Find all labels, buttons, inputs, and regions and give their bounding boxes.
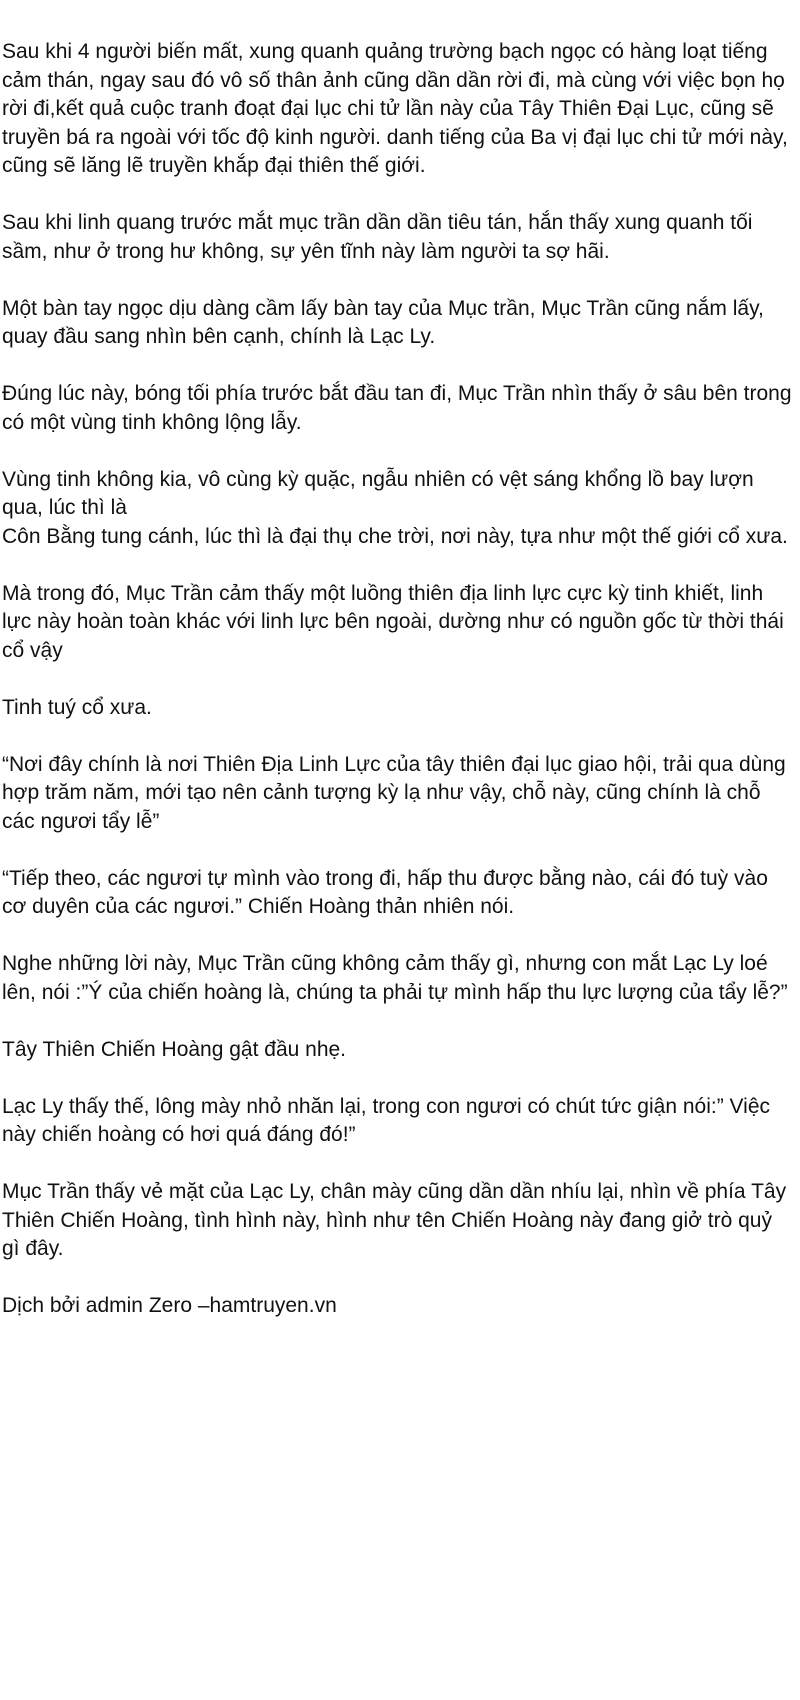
paragraph-11: Tây Thiên Chiến Hoàng gật đầu nhẹ. [2, 1037, 347, 1061]
paragraph-3: Một bàn tay ngọc dịu dàng cầm lấy bàn tay của Mục trần, Mục Trần cũng nắm lấy, quay đầu sang nhìn bên cạnh, chính là Lạc Ly. [2, 296, 764, 348]
translator-credit: Dịch bởi admin Zero –hamtruyen.vn [2, 1294, 337, 1317]
paragraph-1: Sau khi 4 người biến mất, xung quanh quảng trường bạch ngọc có hàng loạt tiếng cảm thán, ngay sau đó vô số thân ảnh cũng dần dần rời đi, mà cùng với việc bọn họ rời đi,kết quả cuộc tranh đoạt đại lục chi tử lần này của Tây Thiên Đại Lục, cũng sẽ truyền bá ra ngoài với tốc độ kinh người. danh tiếng của Ba vị đại lục chi tử mới này, cũng sẽ lăng lẽ truyền khắp đại thiên thế giới. [2, 40, 788, 177]
paragraph-8: “Nơi đây chính là nơi Thiên Địa Linh Lực của tây thiên đại lục giao hội, trải qua dùng hợp trăm năm, mới tạo nên cảnh tượng kỳ lạ như vậy, chỗ này, cũng chính là chỗ các ngươi tẩy lễ” [2, 752, 786, 833]
paragraph-12: Lạc Ly thấy thế, lông mày nhỏ nhăn lại, trong con ngươi có chút tức giận nói:” Việc này chiến hoàng có hơi quá đáng đó!” [2, 1094, 771, 1146]
paragraph-2: Sau khi linh quang trước mắt mục trần dần dần tiêu tán, hắn thấy xung quanh tối sầm, như ở trong hư không, sự yên tĩnh này làm người ta sợ hãi. [2, 211, 753, 263]
paragraph-6: Mà trong đó, Mục Trần cảm thấy một luồng thiên địa linh lực cực kỳ tinh khiết, linh lực này hoàn toàn khác với linh lực bên ngoài, dường như có nguồn gốc từ thời thái cổ vậy [2, 581, 784, 662]
story-text [2, 38, 792, 1321]
paragraph-10: Nghe những lời này, Mục Trần cũng không cảm thấy gì, nhưng con mắt Lạc Ly loé lên, nói :”Ý của chiến hoàng là, chúng ta phải tự mình hấp thu lực lượng của tẩy lễ?” [2, 952, 788, 1004]
paragraph-4: Đúng lúc này, bóng tối phía trước bắt đầu tan đi, Mục Trần nhìn thấy ở sâu bên trong có một vùng tinh không lộng lẫy. [2, 382, 792, 434]
paragraph-5: Vùng tinh không kia, vô cùng kỳ quặc, ngẫu nhiên có vệt sáng khổng lồ bay lượn qua, lúc thì là Côn Bằng tung cánh, lúc thì là đại thụ che trời, nơi này, tựa như một thế giới cổ xưa. [2, 467, 788, 548]
paragraph-7: Tinh tuý cổ xưa. [2, 695, 152, 719]
paragraph-9: “Tiếp theo, các ngươi tự mình vào trong đi, hấp thu được bằng nào, cái đó tuỳ vào cơ duyên của các ngươi.” Chiến Hoàng thản nhiên nói. [2, 866, 768, 918]
paragraph-13: Mục Trần thấy vẻ mặt của Lạc Ly, chân mày cũng dần dần nhíu lại, nhìn về phía Tây Thiên Chiến Hoàng, tình hình này, hình như tên Chiến Hoàng này đang giở trò quỷ gì đây. [2, 1180, 787, 1260]
